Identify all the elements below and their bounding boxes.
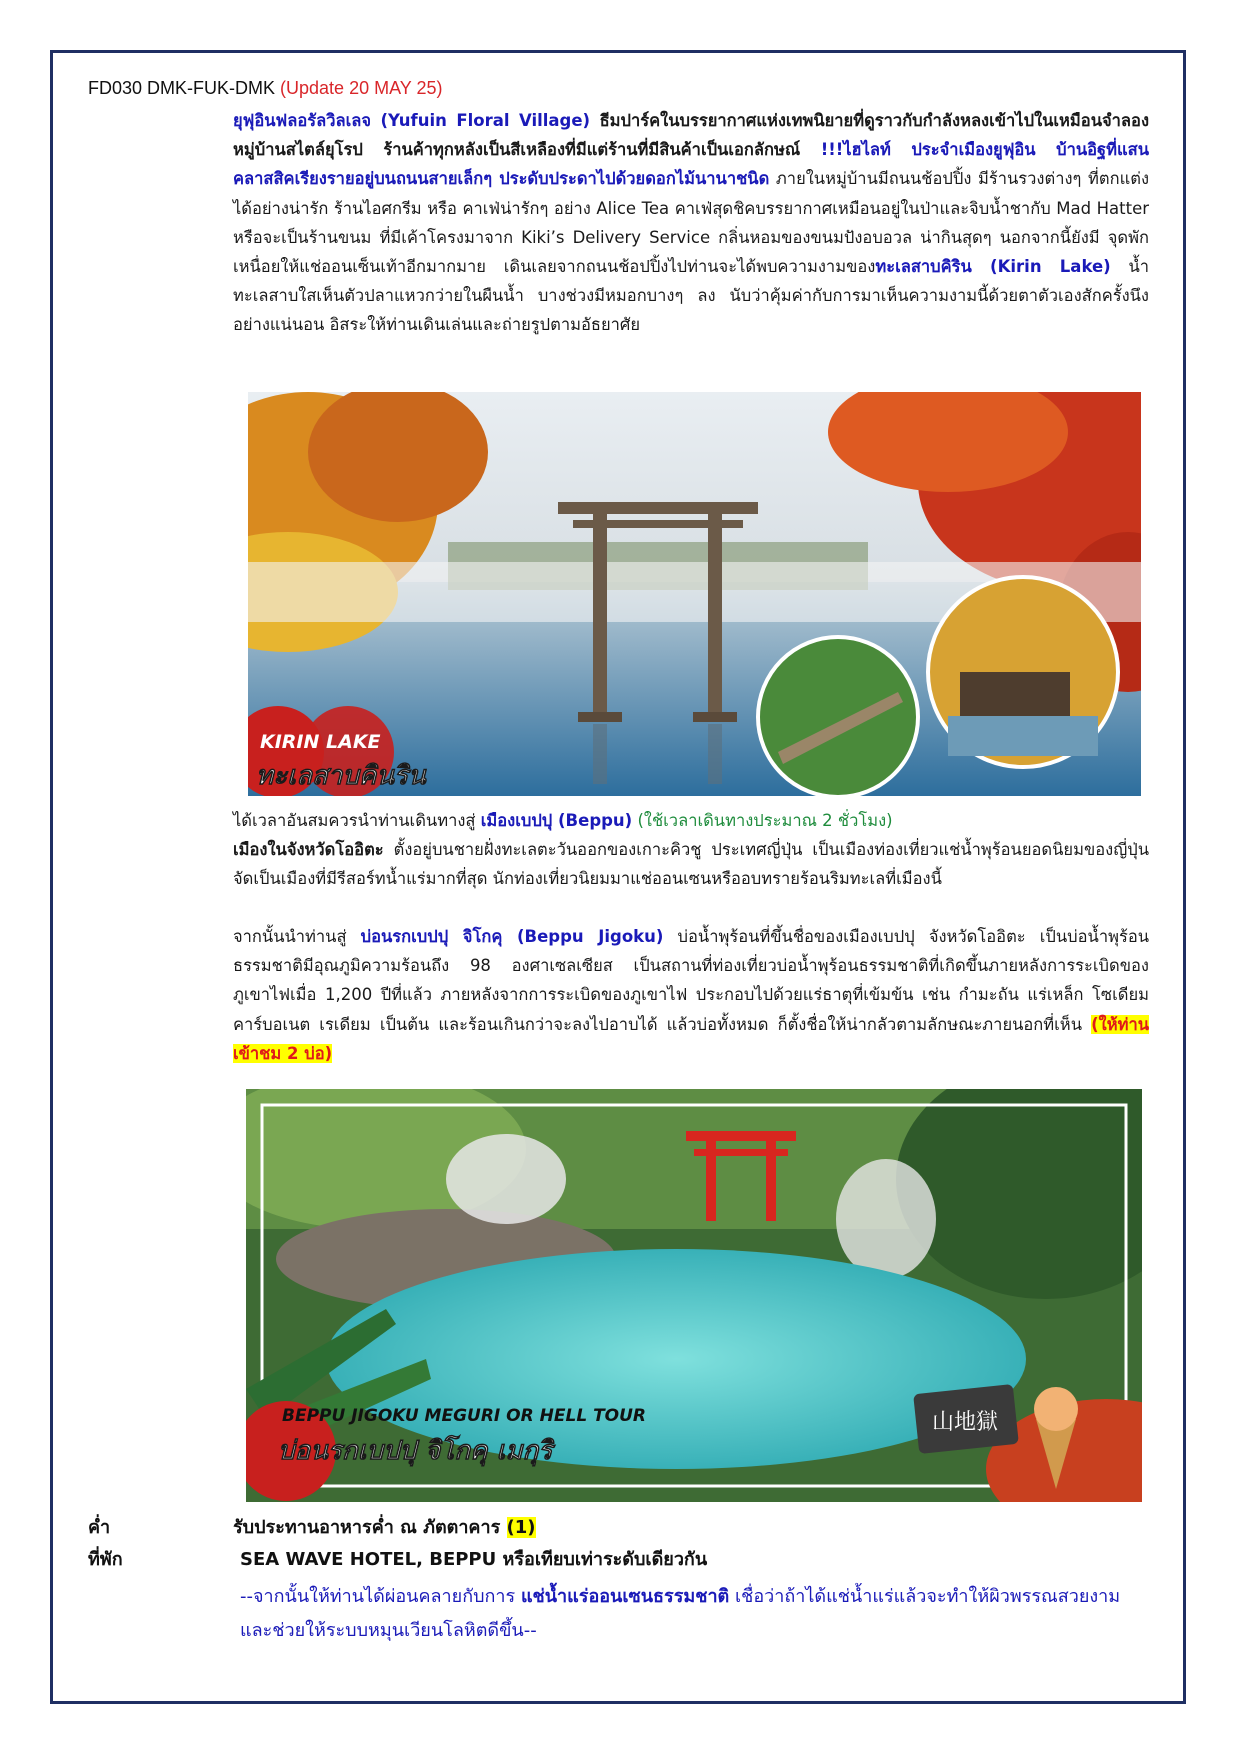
yufuin-text3: น้ำทะเลสาบใสเห็นตัวปลาแหวกว่ายในผืนน้ำ บางช่วงมีหมอกบางๆ ลง นับว่าคุ้มค่ากับการมาเห็นความงามนี้ด้วยตาตัวเองสักครั้งนึงอย่างแน่นอน อิสระให้ท่านเดินเล่นและถ่ายรูปตามอัธยาศัย (233, 257, 1149, 335)
update-date: (Update 20 MAY 25) (280, 78, 443, 98)
beppu-travel-time: (ใช้เวลาเดินทางประมาณ 2 ชั่วโมง) (632, 811, 893, 830)
beppu-city: เมืองเบปปุ (Beppu) (480, 811, 633, 830)
dinner-meal-count: (1) (506, 1517, 536, 1538)
beppu-jigoku-illustration (246, 1089, 1142, 1502)
kirin-lake-name: ทะเลสาบคิริน (Kirin Lake) (875, 257, 1111, 277)
dinner-label: ค่ำ (88, 1517, 111, 1538)
yufuin-title: ยุฟุอินฟลอรัลวิลเลจ (Yufuin Floral Village) (233, 111, 591, 130)
onsen-note (240, 1580, 1150, 1648)
kirin-lake-th-label: ทะเลสาบคินริน (256, 761, 426, 791)
hotel-suffix: หรือเทียบเท่าระดับเดียวกัน (496, 1549, 708, 1570)
kirin-lake-photo (248, 392, 1141, 796)
beppu-jigoku-photo (246, 1089, 1142, 1502)
beppu-oita: เมืองในจังหวัดโออิตะ (233, 840, 384, 860)
jigoku-description: บ่อน้ำพุร้อนที่ขึ้นชื่อของเมืองเบปปุ จังหวัดโออิตะ เป็นบ่อน้ำพุร้อนธรรมชาติมีอุณภูมิความร้อนถึง 98 องศาเซลเซียส เป็นสถานที่ท่องเที่ยวบ่อน้ำพุร้อนธรรมชาติที่เกิดขึ้นภายหลังการระเบิดของภูเขาไฟเมื่อ 1,200 ปีที่แล้ว ภายหลังจากการระเบิดของภูเขาไฟ ประกอบไปด้วยแร่ธาตุที่เข้มข้น เช่น กำมะถัน แร่เหล็ก โซเดียม คาร์บอเนต เรเดียม เป็นต้น และร้อนเกินกว่าจะลงไปอาบได้ แล้วบ่อทั้งหมด ก็ตั้งชื่อให้น่ากลัวตามลักษณะภายนอกที่เห็น (233, 927, 1150, 1034)
jigoku-name: บ่อนรกเบปปุ จิโกคุ (Beppu Jigoku) (360, 927, 664, 946)
dinner-text: รับประทานอาหารค่ำ ณ ภัตตาคาร (233, 1517, 507, 1538)
jigoku-en-label: BEPPU JIGOKU MEGURI OR HELL TOUR (282, 1406, 647, 1426)
beppu-paragraph (233, 806, 1149, 894)
yufuin-paragraph (233, 106, 1149, 340)
hotel-label: ที่พัก (88, 1549, 123, 1570)
jigoku-sign-text: 山地獄 (932, 1410, 999, 1435)
jigoku-intro: จากนั้นนำท่านสู่ (233, 927, 361, 946)
tour-code: FD030 DMK-FUK-DMK (88, 78, 276, 98)
document-header (88, 78, 442, 99)
kirin-lake-illustration (248, 392, 1141, 796)
beppu-intro: ได้เวลาอันสมควรนำท่านเดินทางสู่ (233, 811, 481, 830)
yufuin-text2: ภายในหมู่บ้านมีถนนช้อปปิ้ง มีร้านรวงต่างๆ ที่ตกแต่งได้อย่างน่ารัก ร้านไอศกรีม หรือ คาเฟ่น่ารักๆ อย่าง Alice Tea คาเฟ่สุดชิคบรรยากาศเหมือนอยู่ในป่าและจิบน้ำชากับ Mad Hatter หรือจะเป็นร้านขนม ที่มีเค้าโครงมาจาก Kiki’s Delivery Service กลิ่นหอมของขนมปังอบอวล น่ากินสุดๆ นอกจากนี้ยังมี จุดพักเหนื่อยให้แช่ออนเซ็นเท้าอีกมากมาย เดินเลยจากถนนช้อปปิ้งไปท่านจะได้พบความงามของ (233, 169, 1150, 277)
onsen-post: เชื่อว่าถ้าได้แช่น้ำแร่แล้วจะทำให้ผิวพรรณสวยงามและช่วยให้ระบบหมุนเวียนโลหิตดีขึ้น-- (240, 1586, 1121, 1641)
kirin-lake-en-label: KIRIN LAKE (260, 731, 381, 753)
beppu-description: ตั้งอยู่บนชายฝั่งทะเลตะวันออกของเกาะคิวชู ประเทศญี่ปุ่น เป็นเมืองท่องเที่ยวแช่น้ำพุร้อนยอดนิยมของญี่ปุ่น จัดเป็นเมืองที่มีรีสอร์ทน้ำแร่มากที่สุด นักท่องเที่ยวนิยมมาแช่ออนเซนหรืออบทรายร้อนริมทะเลที่เมืองนี้ (233, 840, 1149, 889)
dinner-row (233, 1512, 536, 1541)
jigoku-th-label: บ่อนรกเบปปุ จิโกคุ เมกุริ (278, 1436, 553, 1466)
hotel-row (240, 1544, 707, 1573)
jigoku-paragraph (233, 922, 1149, 1068)
onsen-pre: --จากนั้นให้ท่านได้ผ่อนคลายกับการ (240, 1586, 521, 1607)
yufuin-highlight: !!!ไฮไลท์ ประจำเมืองยูฟุอิน บ้านอิฐที่แสนคลาสสิคเรียงรายอยู่บนถนนสายเล็กๆ ประดับประดาไปด้วยดอกไม้นานาชนิด (233, 140, 1149, 189)
yufuin-text1: ธีมปาร์คในบรรยากาศแห่งเทพนิยายที่ดูราวกับกำลังหลงเข้าไปในเหมือนจำลองหมู่บ้านสไตล์ยุโรป ร้านค้าทุกหลังเป็นสีเหลืองที่มีแต่ร้านที่มีสินค้าเป็นเอกลักษณ์ (233, 111, 1150, 160)
onsen-bold: แช่น้ำแร่ออนเซนธรรมชาติ (520, 1586, 730, 1607)
jigoku-visit-note: (ให้ท่านเข้าชม 2 บ่อ) (233, 1014, 1149, 1063)
hotel-name: SEA WAVE HOTEL, BEPPU (240, 1549, 497, 1570)
